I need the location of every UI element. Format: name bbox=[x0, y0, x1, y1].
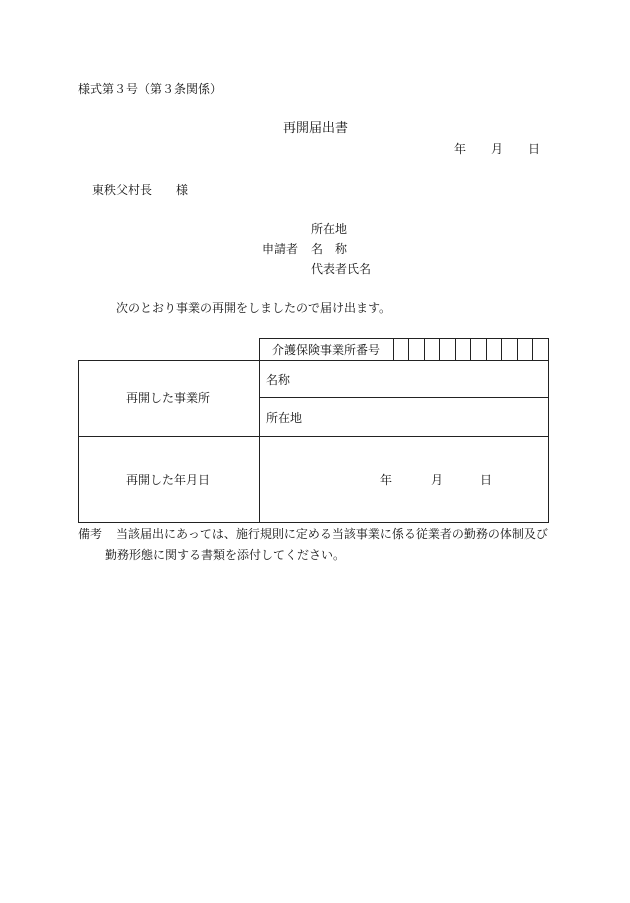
provider-box-divider bbox=[517, 338, 518, 360]
resumed-date-year: 年 bbox=[380, 473, 393, 487]
date-year-label: 年 bbox=[454, 142, 467, 156]
addressee: 東秩父村長 様 bbox=[92, 183, 189, 197]
provider-box-divider bbox=[408, 338, 409, 360]
statement: 次のとおり事業の再開をしましたので届け出ます。 bbox=[116, 301, 392, 315]
table-line-top bbox=[78, 360, 549, 361]
provider-box-divider bbox=[439, 338, 440, 360]
office-address-label: 所在地 bbox=[266, 411, 303, 425]
provider-number-label: 介護保険事業所番号 bbox=[272, 343, 381, 357]
remarks-line-1: 当該届出にあっては、施行規則に定める当該事業に係る従業者の勤務の体制及び bbox=[116, 527, 548, 541]
date-month-label: 月 bbox=[491, 142, 504, 156]
form-number: 様式第３号（第３条関係） bbox=[78, 82, 223, 96]
provider-box-divider bbox=[470, 338, 471, 360]
applicant-label: 申請者 bbox=[262, 242, 299, 256]
remarks-line-2: 勤務形態に関する書類を添付してください。 bbox=[105, 548, 346, 562]
applicant-representative-label: 代表者氏名 bbox=[311, 262, 372, 276]
applicant-address-label: 所在地 bbox=[311, 222, 348, 236]
table-line-mid bbox=[78, 436, 549, 437]
provider-box-divider bbox=[501, 338, 502, 360]
page-title: 再開届出書 bbox=[283, 121, 349, 136]
resumed-date-label: 再開した年月日 bbox=[126, 473, 211, 487]
resumed-office-label: 再開した事業所 bbox=[126, 391, 211, 405]
table-line-office-split bbox=[259, 397, 549, 398]
resumed-date-month: 月 bbox=[431, 473, 444, 487]
provider-box-divider bbox=[532, 338, 533, 360]
provider-box-divider bbox=[455, 338, 456, 360]
table-line-right bbox=[548, 338, 549, 523]
table-line-divider bbox=[259, 338, 260, 523]
office-name-label: 名称 bbox=[266, 373, 291, 387]
date-day-label: 日 bbox=[528, 142, 541, 156]
table-line-left bbox=[78, 360, 79, 523]
provider-box-divider bbox=[424, 338, 425, 360]
applicant-name-label: 名 称 bbox=[311, 242, 348, 256]
table-line-bottom bbox=[78, 522, 549, 523]
provider-box-divider bbox=[393, 338, 394, 360]
table-line-top-provider bbox=[259, 338, 549, 339]
provider-box-divider bbox=[486, 338, 487, 360]
resumed-date-day: 日 bbox=[480, 473, 493, 487]
remarks-label: 備考 bbox=[78, 527, 103, 541]
